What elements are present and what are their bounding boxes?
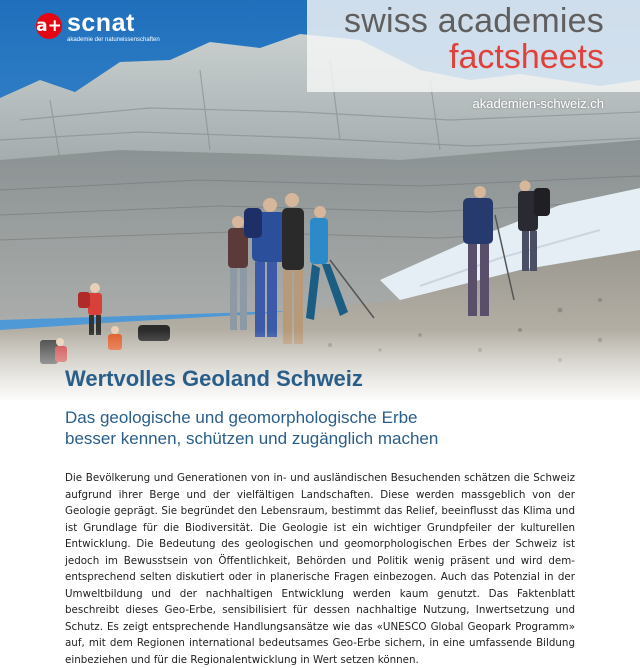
website-link[interactable]: akademien-schweiz.ch	[472, 96, 604, 111]
page-subtitle	[65, 407, 585, 449]
scnat-logo	[36, 11, 160, 44]
logo-subtitle: akademie der naturwissenschaften	[67, 37, 160, 43]
scnat-logo-mark: a+	[36, 13, 62, 39]
series-title-line2: factsheets	[449, 38, 604, 76]
lead-paragraph: Die Bevölkerung und Generationen von in- und ausländischen Besuchenden schätzen die Schweiz aufgrund ihrer Berge und der vielfältigen Landschaften. Diese werden massgeblich von der Geologie geprägt. Sie begründet den Lebensraum, bestimmt das Relief, beeinflusst das Klima und ist Grundlage für die Biodiversität. Die Geologie ist ein wichtiger Grundpfeiler der kulturellen Entwicklung. Die Bedeutung des geologischen und geomorphologischen Erbes der Schweiz ist jedoch im Bewusstsein von Öffentlichkeit, Behörden und Politik wenig präsent und wird dem-entsprechend selten diskutiert oder in planerische Fragen einbezogen. Auch das Potenzial in der Umweltbildung und der nachhaltigen Entwicklung werden kaum genutzt. Das Faktenblatt beschreibt dieses Geo-Erbe, sensibilisiert für dessen nachhaltige Nutzung, Inwertsetzung und Schutz. Es zeigt entsprechende Handlungsansätze wie das «UNESCO Global Geopark Programm» auf, mit dem Regionen international bedeutsames Geo-Erbe sichern, in eine umfassende Bildung einbeziehen und für die Regionalentwicklung in Wert setzen können.	[65, 472, 575, 666]
logo-name: scnat	[67, 9, 135, 37]
series-banner	[307, 0, 640, 92]
page-title: Wertvolles Geoland Schweiz	[65, 366, 363, 391]
subtitle-line2: besser kennen, schützen und zugänglich machen	[65, 429, 439, 448]
series-title-line1: swiss academies	[344, 2, 604, 40]
subtitle-line1: Das geologische und geomorphologische Erbe	[65, 408, 418, 427]
